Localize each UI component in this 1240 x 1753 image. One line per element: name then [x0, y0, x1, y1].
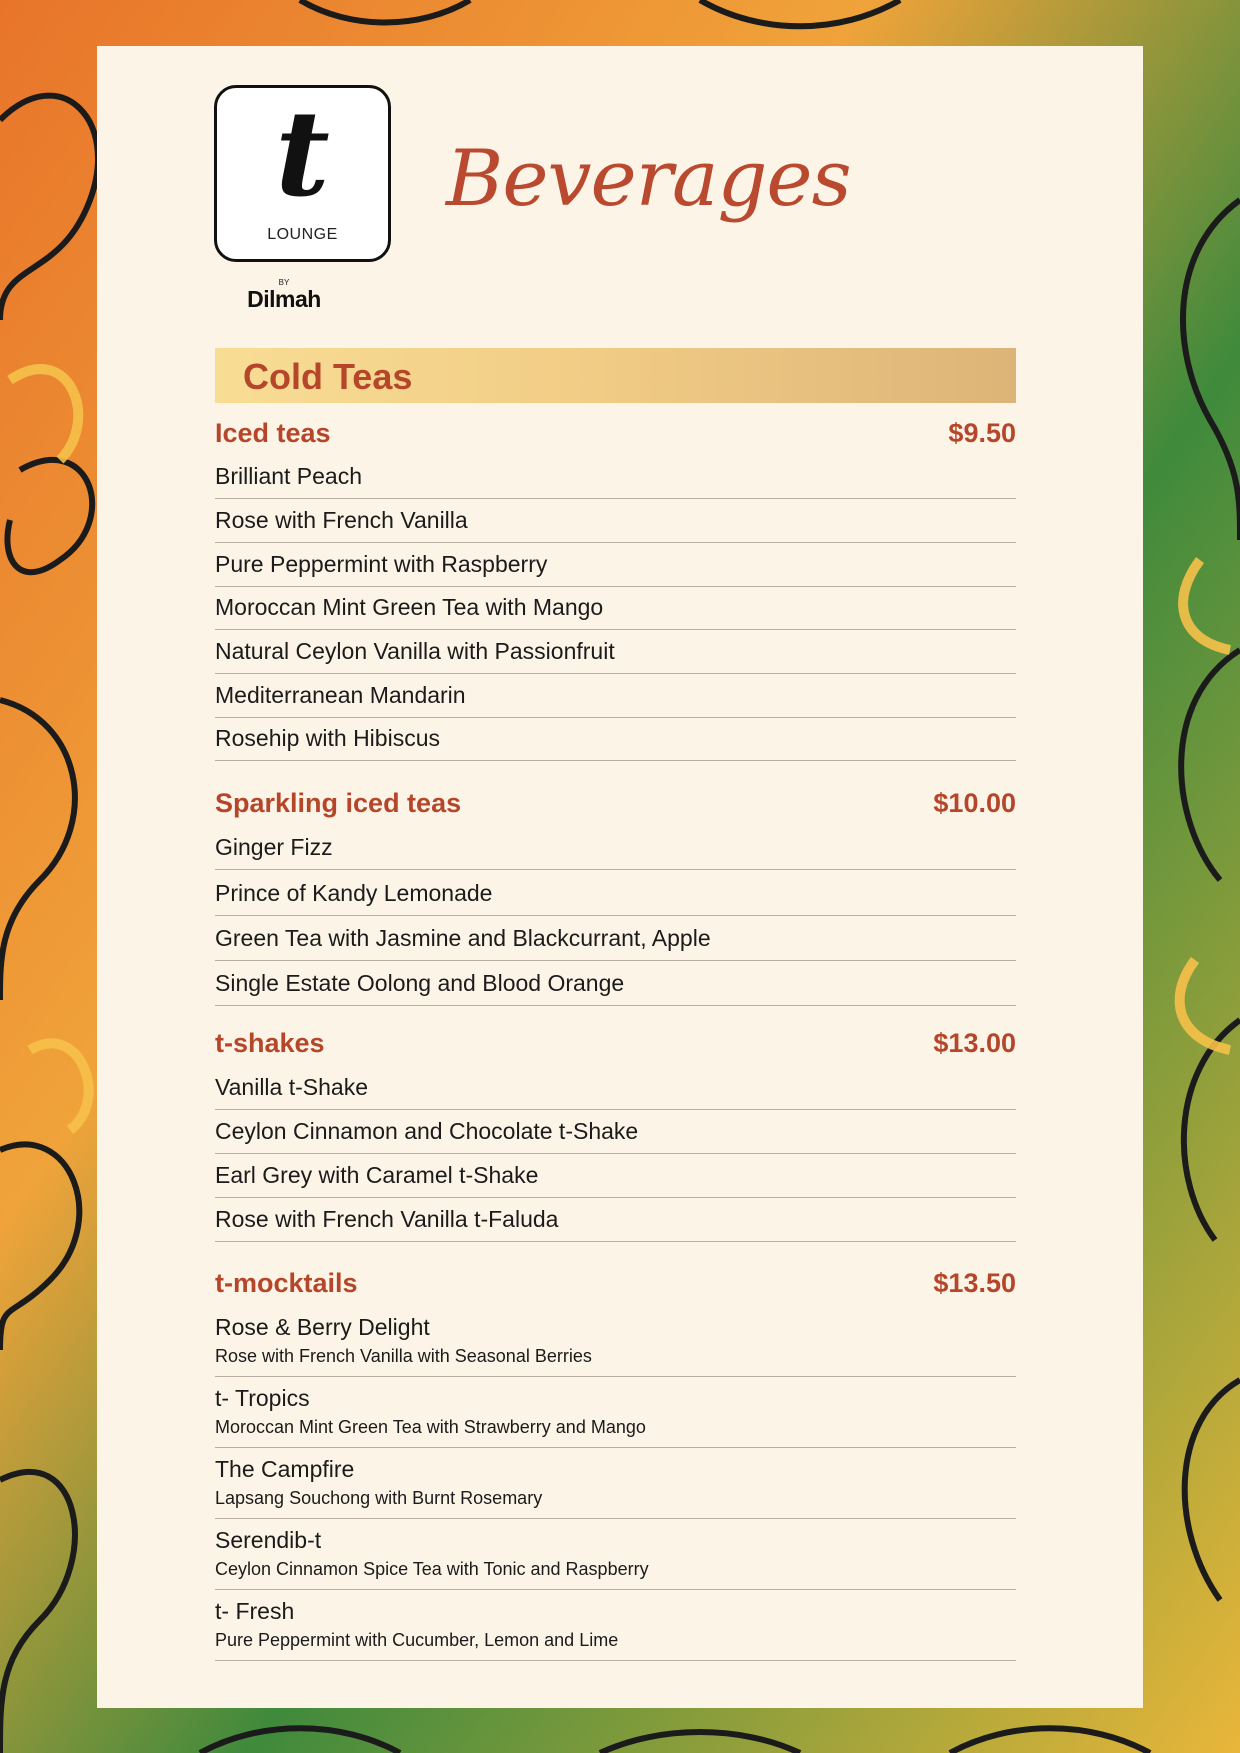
- category-price: $9.50: [948, 418, 1016, 448]
- menu-panel: [97, 46, 1143, 1708]
- section-banner: [215, 348, 1016, 403]
- item-name: Vanilla t-Shake: [215, 1074, 368, 1100]
- item-description: Pure Peppermint with Cucumber, Lemon and Lime: [215, 1630, 619, 1650]
- dilmah-logo-text: Dilmah: [247, 286, 321, 312]
- item-name: t- Fresh: [215, 1598, 295, 1624]
- page-title: Beverages: [446, 134, 851, 224]
- item-name: Natural Ceylon Vanilla with Passionfruit: [215, 638, 615, 664]
- menu-item: [215, 507, 1016, 543]
- menu-item: [215, 551, 1016, 587]
- menu-item: [215, 1385, 1016, 1448]
- item-name: Pure Peppermint with Raspberry: [215, 551, 548, 577]
- item-name: Moroccan Mint Green Tea with Mango: [215, 594, 604, 620]
- menu-item: [215, 1118, 1016, 1154]
- t-lounge-logo: [214, 85, 391, 262]
- item-name: Ceylon Cinnamon and Chocolate t-Shake: [215, 1118, 639, 1144]
- logo-by-text: BY: [278, 278, 290, 287]
- item-name: Earl Grey with Caramel t-Shake: [215, 1162, 539, 1188]
- item-description: Rose with French Vanilla with Seasonal Berries: [215, 1346, 592, 1366]
- item-name: Prince of Kandy Lemonade: [215, 880, 493, 906]
- menu-item: [215, 682, 1016, 718]
- menu-item: [215, 1527, 1016, 1590]
- menu-item: [215, 1598, 1016, 1661]
- item-name: Brilliant Peach: [215, 463, 363, 489]
- menu-item: [215, 1314, 1016, 1377]
- menu-item: [215, 463, 1016, 499]
- category-header: [215, 1028, 1016, 1064]
- item-name: Green Tea with Jasmine and Blackcurrant, Apple: [215, 925, 711, 951]
- item-name: The Campfire: [215, 1456, 355, 1482]
- logo-mark: t: [275, 84, 330, 223]
- item-name: Rose & Berry Delight: [215, 1314, 430, 1340]
- item-name: Rosehip with Hibiscus: [215, 725, 440, 751]
- item-description: Lapsang Souchong with Burnt Rosemary: [215, 1488, 543, 1508]
- menu-item: [215, 1074, 1016, 1110]
- category-header: [215, 788, 1016, 824]
- category-name: Iced teas: [215, 418, 331, 448]
- category-price: $13.50: [933, 1268, 1016, 1298]
- item-name: Rose with French Vanilla: [215, 507, 468, 533]
- category-header: [215, 1268, 1016, 1304]
- logo-lounge-text: LOUNGE: [267, 226, 338, 243]
- menu-item: [215, 1162, 1016, 1198]
- category-name: Sparkling iced teas: [215, 788, 462, 818]
- category-price: $10.00: [933, 788, 1016, 818]
- item-name: Single Estate Oolong and Blood Orange: [215, 970, 625, 996]
- section-title: Cold Teas: [243, 356, 413, 397]
- menu-item: [215, 725, 1016, 761]
- menu-item: [215, 638, 1016, 674]
- menu-item: [215, 1456, 1016, 1519]
- menu-item: [215, 970, 1016, 1006]
- category-price: $13.00: [933, 1028, 1016, 1058]
- item-name: Serendib-t: [215, 1527, 322, 1553]
- item-description: Moroccan Mint Green Tea with Strawberry and Mango: [215, 1417, 646, 1437]
- category-name: t-mocktails: [215, 1268, 358, 1298]
- category-header: [215, 418, 1016, 454]
- item-name: t- Tropics: [215, 1385, 310, 1411]
- item-name: Rose with French Vanilla t-Faluda: [215, 1206, 559, 1232]
- menu-item: [215, 834, 1016, 870]
- item-name: Ginger Fizz: [215, 834, 333, 860]
- menu-item: [215, 880, 1016, 916]
- menu-item: [215, 594, 1016, 630]
- category-name: t-shakes: [215, 1028, 325, 1058]
- menu-item: [215, 1206, 1016, 1242]
- item-description: Ceylon Cinnamon Spice Tea with Tonic and Raspberry: [215, 1559, 649, 1579]
- item-name: Mediterranean Mandarin: [215, 682, 466, 708]
- menu-item: [215, 925, 1016, 961]
